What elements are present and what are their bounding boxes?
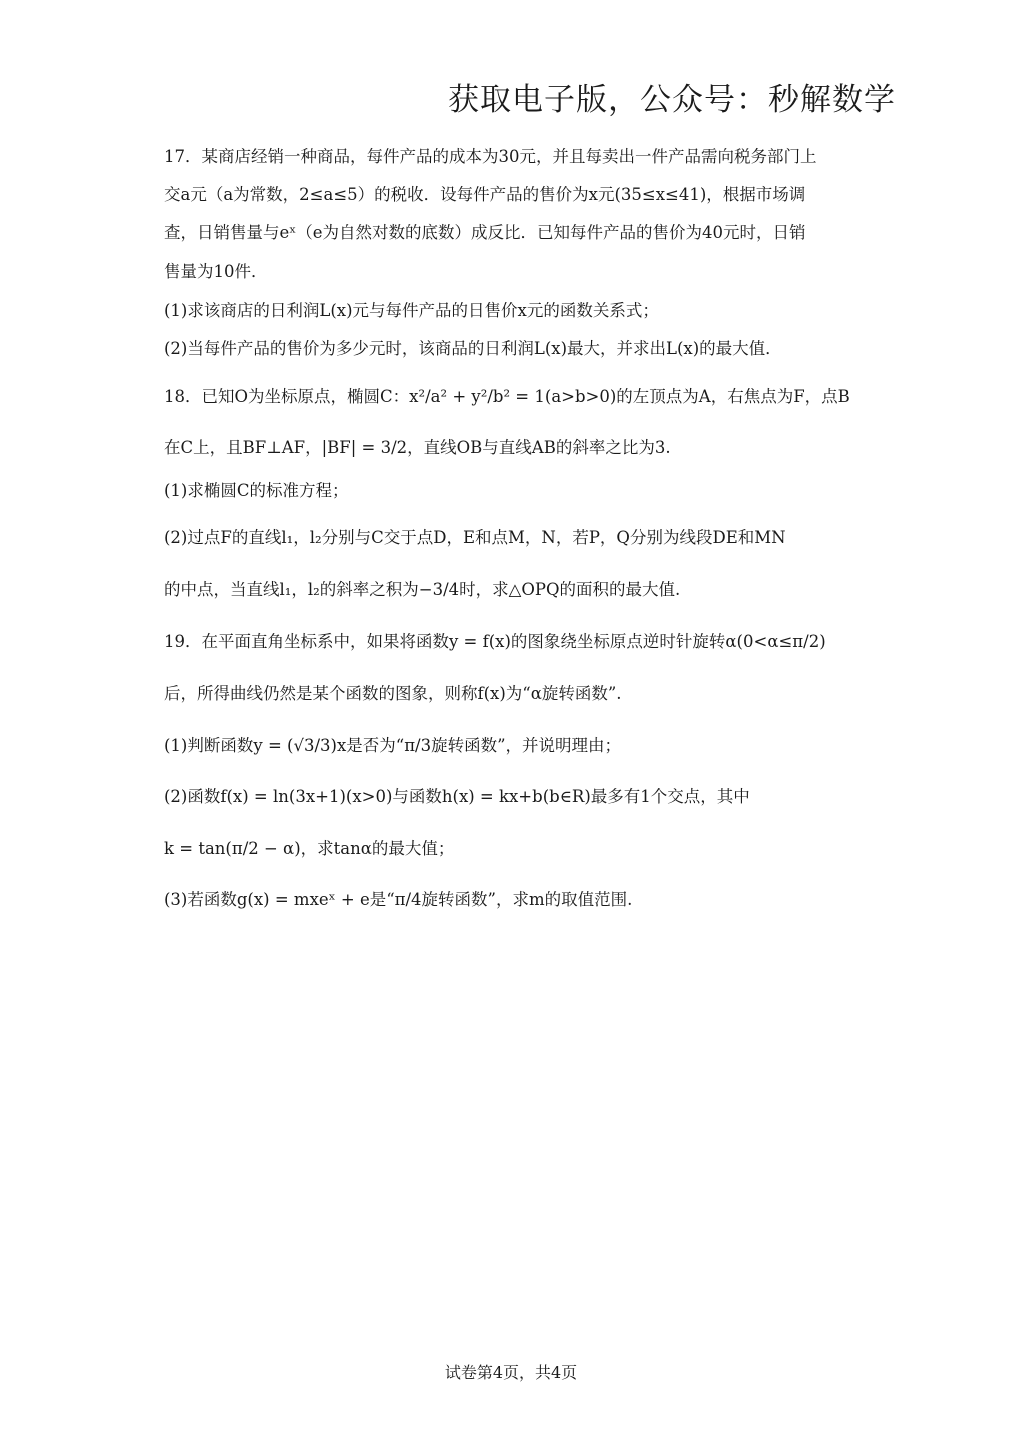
q17-part-2: (2)当每件产品的售价为多少元时，该商品的日利润L(x)最大，并求出L(x)的最大值．	[164, 339, 782, 358]
q19-part-2-line-1: (2)函数f(x) = ln(3x+1)(x>0)与函数h(x) = kx+b(b∈R)最多有1个交点，其中	[164, 787, 750, 806]
q18-part-1: (1)求椭圆C的标准方程；	[164, 481, 349, 500]
q17-line-2: 交a元（a为常数，2≤a≤5）的税收．设每件产品的售价为x元(35≤x≤41)，根据市场调	[164, 185, 806, 204]
q18-part-2-line-1: (2)过点F的直线l₁，l₂分别与C交于点D，E和点M，N，若P，Q分别为线段DE和MN	[164, 528, 786, 547]
watermark-banner: 获取电子版，公众号：秒解数学	[448, 82, 896, 118]
q19-line-1: 19．在平面直角坐标系中，如果将函数y = f(x)的图象绕坐标原点逆时针旋转α(0<α≤π/2)	[164, 632, 826, 651]
q19-part-2-line-2: k = tan(π/2 − α)，求tanα的最大值；	[164, 839, 455, 858]
q19-line-2: 后，所得曲线仍然是某个函数的图象，则称f(x)为“α旋转函数”.	[164, 684, 622, 703]
q19-part-3: (3)若函数g(x) = mxeˣ + e是“π/4旋转函数”，求m的取值范围.	[164, 890, 633, 909]
q17-line-1: 17．某商店经销一种商品，每件产品的成本为30元，并且每卖出一件产品需向税务部门上	[164, 147, 817, 166]
page-footer: 试卷第4页，共4页	[444, 1363, 578, 1382]
q17-part-1: (1)求该商店的日利润L(x)元与每件产品的日售价x元的函数关系式；	[164, 301, 659, 320]
q17-line-4: 售量为10件．	[164, 262, 268, 281]
q17-line-3: 查，日销售量与eˣ（e为自然对数的底数）成反比．已知每件产品的售价为40元时，日销	[164, 223, 806, 242]
q18-line-1: 18．已知O为坐标原点，椭圆C：x²/a² + y²/b² = 1(a>b>0)的左顶点为A，右焦点为F，点B	[164, 387, 850, 406]
q18-part-2-line-2: 的中点，当直线l₁，l₂的斜率之积为−3/4时，求△OPQ的面积的最大值.	[164, 580, 681, 599]
q18-line-2: 在C上，且BF⊥AF，|BF| = 3/2，直线OB与直线AB的斜率之比为3.	[164, 438, 671, 457]
q19-part-1: (1)判断函数y = (√3/3)x是否为“π/3旋转函数”，并说明理由；	[164, 736, 622, 755]
